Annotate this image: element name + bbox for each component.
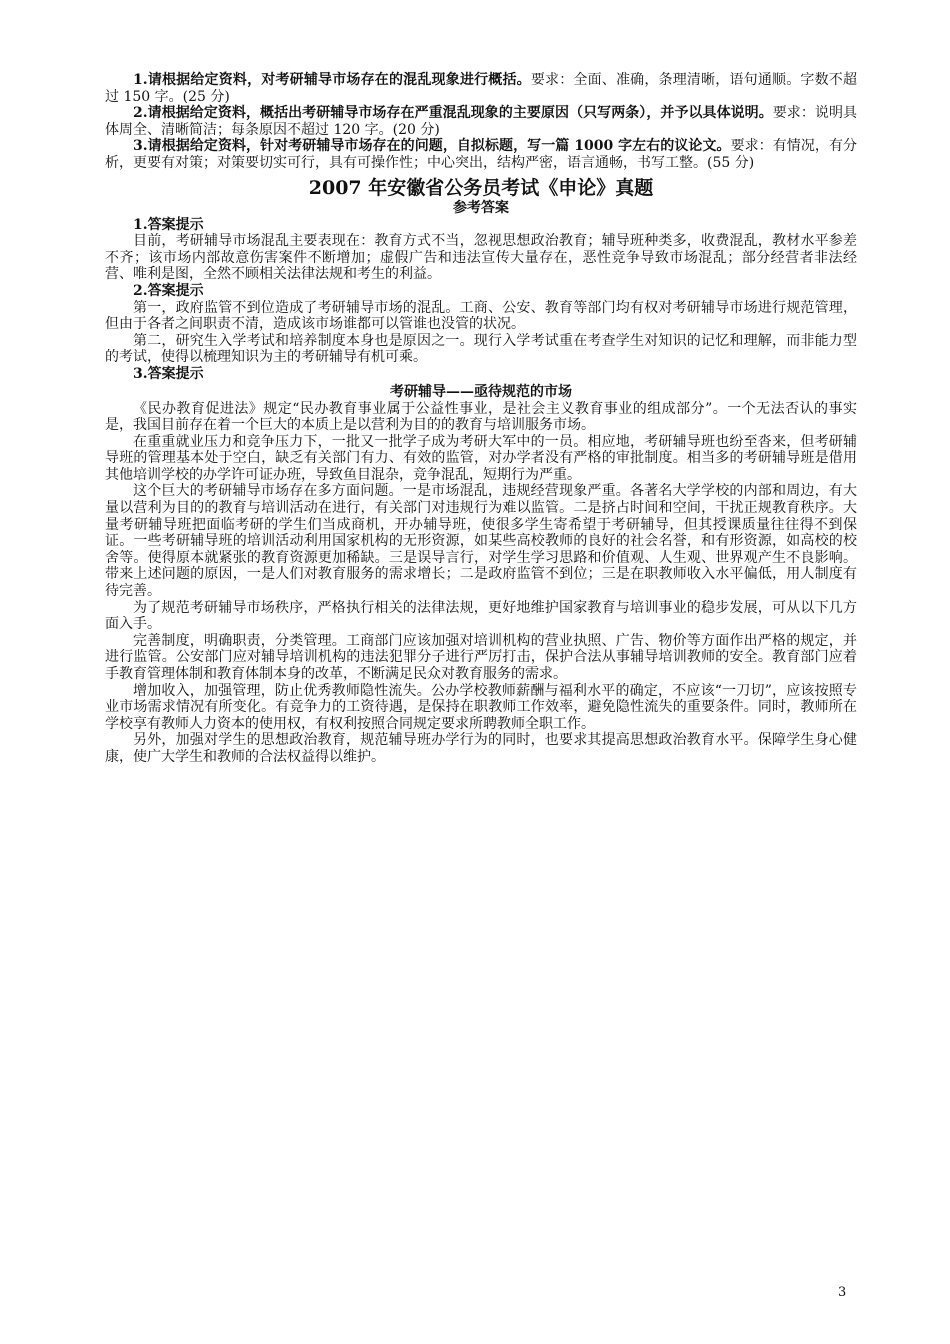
document-page xyxy=(105,72,857,766)
question-2-number: 2. xyxy=(133,105,148,122)
answer-1-text: 目前，考研辅导市场混乱主要表现在：教育方式不当，忽视思想政治教育；辅导班种类多，收费混乱，教材水平参差不齐；该市场内部故意伤害案件不断增加；虚假广告和违法宣传大量存在，恶性竞争导致市场混乱；部分经营者非法经营、唯利是图，全然不顾相关法律法规和考生的利益。 xyxy=(105,233,857,283)
question-1 xyxy=(105,72,857,105)
question-3-number: 3. xyxy=(133,138,148,155)
question-3 xyxy=(105,138,857,171)
question-1-requirements: 要求：全面、准确，条理清晰，语句通顺。字数不超过 150 字。(25 分) xyxy=(105,72,857,105)
question-3-prompt: 请根据给定资料，针对考研辅导市场存在的问题，自拟标题，写一篇 1000 字左右的议论文。 xyxy=(147,138,731,155)
essay-paragraph: 另外，加强对学生的思想政治教育，规范辅导班办学行为的同时，也要求其提高思想政治教育水平。保障学生身心健康，使广大学生和教师的合法权益得以维护。 xyxy=(105,732,857,765)
answer-2-paragraph-1: 第一，政府监管不到位造成了考研辅导市场的混乱。工商、公安、教育等部门均有权对考研辅导市场进行规范管理，但由于各者之间职责不清，造成该市场谁都可以管谁也没管的状况。 xyxy=(105,299,857,333)
question-2-prompt: 请根据给定资料，概括出考研辅导市场存在严重混乱现象的主要原因（只写两条），并予以具体说明。 xyxy=(147,105,773,122)
essay-title: 考研辅导——亟待规范的市场 xyxy=(390,383,572,400)
essay-paragraph: 在重重就业压力和竞争压力下，一批又一批学子成为考研大军中的一员。相应地，考研辅导班也纷至沓来，但考研辅导班的管理基本处于空白，缺乏有关部门有力、有效的监管，对办学者没有严格的审批制度。相当多的考研辅导班是借用其他培训学校的办学许可证办班，导致鱼目混杂，竞争混乱，短期行为严重。 xyxy=(105,433,857,483)
essay-paragraph: 这个巨大的考研辅导市场存在多方面问题。一是市场混乱，违规经营现象严重。各著名大学学校的内部和周边，有大量以营利为目的的教育与培训活动在进行，有关部门对违规行为难以监管。二是挤占时间和空间，干扰正规教育秩序。大量考研辅导班把面临考研的学生们当成商机，开办辅导班，使很多学生寄希望于考研辅导，但其授课质量往往得不到保证。一些考研辅导班的培训活动利用国家机构的无形资源，如某些高校教师的良好的社会名誉，和有形资源，如高校的校舍等。使得原本就紧张的教育资源更加稀缺。三是误导言行，对学生学习思路和价值观、人生观、世界观产生不良影响。带来上述问题的原因，一是人们对教育服务的需求增长；二是政府监管不到位；三是在职教师收入水平偏低，用人制度有待完善。 xyxy=(105,483,857,600)
page-number: 3 xyxy=(838,1285,847,1300)
document-title: 2007 年安徽省公务员考试《申论》真题 xyxy=(308,176,654,199)
essay-paragraph: 《民办教育促进法》规定“民办教育事业属于公益性事业，是社会主义教育事业的组成部分”。一个无法否认的事实是，我国目前存在着一个巨大的本质上是以营利为目的的教育与培训服务市场。 xyxy=(105,400,857,434)
essay-paragraph: 完善制度，明确职责，分类管理。工商部门应该加强对培训机构的营业执照、广告、物价等方面作出严格的规定，并进行监管。公安部门应对辅导培训机构的违法犯罪分子进行严厉打击，保护合法从事辅导培训教师的安全。教育部门应着手教育管理体制和教育体制本身的改革，不断满足民众对教育服务的需求。 xyxy=(105,632,857,682)
question-3-requirements: 要求：有情况，有分析，更要有对策；对策要切实可行，具有可操作性；中心突出，结构严密，语言通畅，书写工整。(55 分) xyxy=(105,138,857,171)
question-2 xyxy=(105,105,857,138)
document-subtitle: 参考答案 xyxy=(453,199,509,216)
answer-2-paragraph-2: 第二，研究生入学考试和培养制度本身也是原因之一。现行入学考试重在考查学生对知识的记忆和理解，而非能力型的考试，使得以梳理知识为主的考研辅导有机可乘。 xyxy=(105,332,857,366)
essay-paragraph: 为了规范考研辅导市场秩序，严格执行相关的法律法规，更好地维护国家教育与培训事业的稳步发展，可从以下几方面入手。 xyxy=(105,599,857,633)
essay-paragraph: 增加收入，加强管理，防止优秀教师隐性流失。公办学校教师薪酬与福利水平的确定，不应该“一刀切”，应该按照专业市场需求情况有所变化。有竞争力的工资待遇，是保持在职教师工作效率，避免隐性流失的重要条件。同时，教师所在学校享有教师人力资本的使用权，有权利按照合同规定要求所聘教师全职工作。 xyxy=(105,682,857,732)
answer-2-heading: 2.答案提示 xyxy=(133,282,204,299)
question-1-number: 1. xyxy=(133,72,148,88)
answer-3-heading: 3.答案提示 xyxy=(133,365,204,382)
question-2-requirements: 要求：说明具体周全、清晰简洁；每条原因不超过 120 字。(20 分) xyxy=(105,105,857,138)
answer-1-heading: 1.答案提示 xyxy=(133,216,204,233)
question-1-prompt: 请根据给定资料，对考研辅导市场存在的混乱现象进行概括。 xyxy=(147,72,531,88)
